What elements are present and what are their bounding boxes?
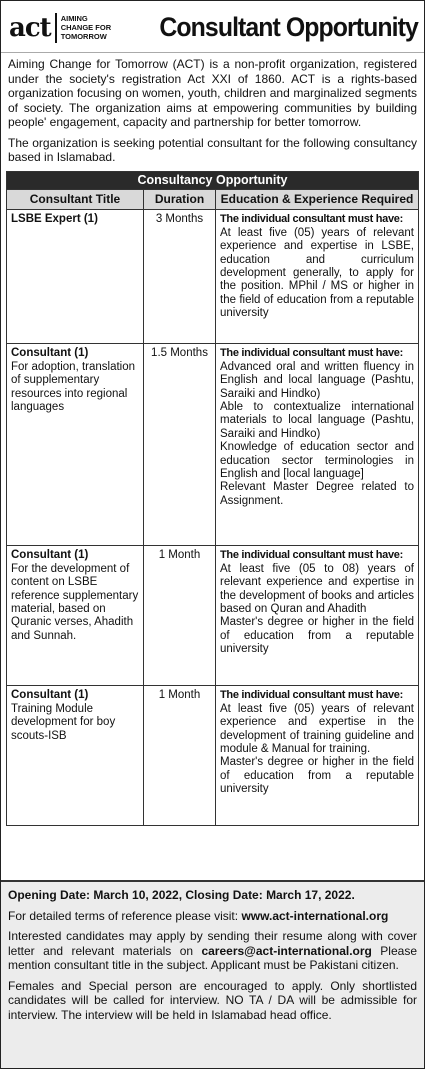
- apply-paragraph: [8, 929, 417, 973]
- requirements-lead: The individual consultant must have:: [220, 347, 403, 360]
- consultant-title-cell: [7, 546, 144, 686]
- table-caption: Consultancy Opportunity: [7, 171, 419, 189]
- tor-text: For detailed terms of reference please visit:: [8, 908, 242, 923]
- closing-paragraph: Females and Special person are encouraged to apply. Only shortlisted candidates will be called for interview. NO TA / DA will be admissible for interview. The interview will be held in Islamabad head office.: [8, 978, 417, 1022]
- duration-cell: 1 Month: [144, 686, 216, 826]
- table-caption-row: [7, 171, 419, 189]
- consultant-subtitle: For adoption, translation of supplementary resources into regional languages: [11, 360, 136, 413]
- requirement-line: Master's degree or higher in the field of education from a reputable university: [220, 756, 414, 796]
- table-header-row: [7, 189, 419, 209]
- duration-cell: 1 Month: [144, 546, 216, 686]
- logo-tagline-line: AIMING: [60, 14, 88, 23]
- requirements-lead: The individual consultant must have:: [220, 689, 403, 702]
- logo-tagline-line: TOMORROW: [60, 32, 107, 41]
- apply-text: Interested candidates may apply by sending their resume along with cover letter and relevant materials on: [8, 929, 417, 958]
- requirements-cell: [216, 210, 419, 344]
- table-row: [7, 686, 419, 826]
- duration-cell: 3 Months: [144, 210, 216, 344]
- column-header: Education & Experience Required: [216, 189, 419, 209]
- consultant-title: Consultant (1): [11, 549, 89, 562]
- intro-section: [1, 53, 424, 165]
- requirement-line: Master's degree or higher in the field of education from a reputable university: [220, 616, 414, 656]
- column-header: Consultant Title: [7, 189, 144, 209]
- duration-cell: 1.5 Months: [144, 344, 216, 546]
- requirement-line: Able to contextualize international materials to local language (Pashtu, Saraiki and Hindko): [220, 400, 414, 440]
- consultant-title: Consultant (1): [11, 347, 89, 360]
- column-header: Duration: [144, 189, 216, 209]
- opening-closing-dates: Opening Date: March 10, 2022, Closing Date: March 17, 2022.: [8, 888, 355, 902]
- ad-header: [1, 1, 424, 53]
- intro-paragraph: The organization is seeking potential consultant for the following consultancy based in Islamabad.: [8, 135, 417, 164]
- consultant-title-cell: [7, 686, 144, 826]
- ad-headline: Consultant Opportunity: [159, 12, 419, 42]
- requirement-line: Advanced oral and written fluency in English and local language (Pashtu, Saraiki and Hindko): [220, 360, 414, 400]
- logo-tagline: [61, 14, 111, 41]
- consultant-subtitle: Training Module development for boy scouts-ISB: [11, 702, 116, 742]
- table-row: [7, 546, 419, 686]
- requirements-cell: [216, 686, 419, 826]
- consultant-title: LSBE Expert (1): [11, 213, 98, 226]
- careers-email-link[interactable]: careers@act-international.org: [201, 943, 372, 958]
- act-logo: [9, 13, 111, 43]
- consultant-title-cell: [7, 210, 144, 344]
- intro-paragraph: Aiming Change for Tomorrow (ACT) is a non-profit organization, registered under the society's registration Act XXI of 1860. ACT is a rights-based organization focusing on women, youth, children and marginalized segments of society. The organization aims at empowering communities by building people' engagement, capacity and partnership for better tomorrow.: [8, 57, 417, 129]
- logo-tagline-line: CHANGE FOR: [60, 23, 112, 32]
- requirements-cell: [216, 344, 419, 546]
- consultant-title-cell: [7, 344, 144, 546]
- website-link[interactable]: www.act-international.org: [241, 908, 389, 923]
- requirement-line: At least five (05) years of relevant experience and expertise in LSBE, education and curriculum development generally, to apply for the position. MPhil / MS or higher in the field of education from a reputable university: [220, 226, 414, 320]
- requirement-line: At least five (05) years of relevant experience and expertise in the development of training guideline and module & Manual for training.: [220, 702, 414, 755]
- logo-divider: [55, 13, 57, 43]
- consultancy-table: [6, 171, 419, 827]
- apply-note: Please mention consultant title in the subject. Applicant must be Pakistani citizen.: [8, 943, 417, 972]
- requirements-lead: The individual consultant must have:: [220, 213, 403, 226]
- logo-mark: act: [9, 12, 51, 43]
- requirement-line: Relevant Master Degree related to Assignment.: [220, 481, 414, 507]
- consultant-title: Consultant (1): [11, 689, 89, 702]
- requirements-lead: The individual consultant must have:: [220, 549, 403, 562]
- requirements-cell: [216, 546, 419, 686]
- application-footer: [1, 880, 424, 1068]
- consultant-subtitle: For the development of content on LSBE reference supplementary material, based on Quranic verses, Ahadith and Sunnah.: [11, 562, 139, 642]
- requirement-line: At least five (05 to 08) years of relevant experience and expertise in the development of books and articles based on Quran and Ahadith: [220, 562, 414, 615]
- table-row: [7, 210, 419, 344]
- table-row: [7, 344, 419, 546]
- requirement-line: Knowledge of education sector and education sector terminologies in English and [local language]: [220, 441, 414, 480]
- tor-paragraph: [8, 909, 417, 924]
